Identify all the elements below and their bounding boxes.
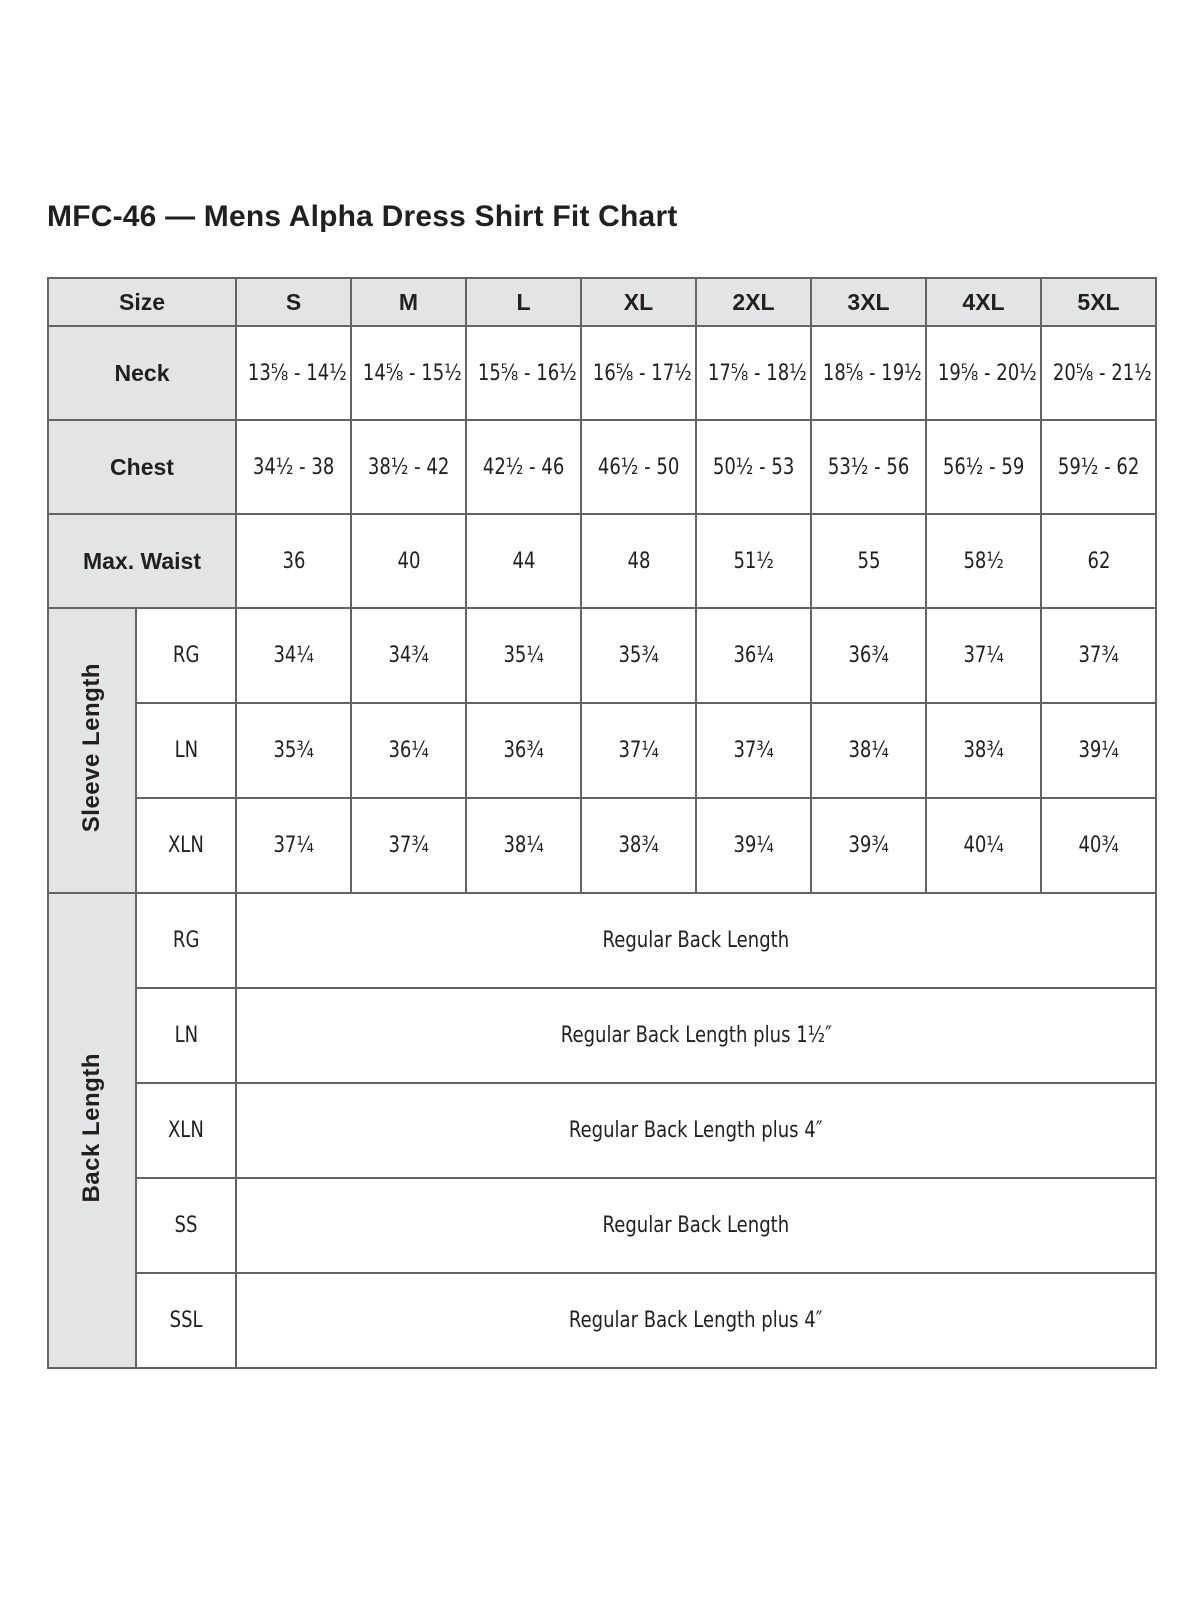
sleeve-cell [1041,703,1156,798]
cell-value: Regular Back Length plus 4″ [569,1308,823,1333]
chest-cell [351,420,466,514]
sleeve-cell [696,608,811,703]
chest-row-label: Chest [48,420,236,514]
chest-cell [811,420,926,514]
neck-row [48,326,1156,420]
cell-value: 35¼ [503,643,544,668]
sleeve-cell [466,608,581,703]
sleeve-cell [581,798,696,893]
cell-value: 36¼ [388,738,429,763]
sleeve-cell [581,703,696,798]
neck-cell [1041,326,1156,420]
chest-row [48,420,1156,514]
size-col-3xl: 3XL [811,278,926,326]
neck-cell [811,326,926,420]
sleeve-length-section-label [48,608,136,893]
sleeve-cell [236,798,351,893]
cell-value: 36¼ [733,643,774,668]
size-col-s: S [236,278,351,326]
size-col-l: L [466,278,581,326]
cell-value: 44 [512,548,535,574]
sleeve-cell [466,703,581,798]
sleeve-cell [351,798,466,893]
neck-cell [926,326,1041,420]
back-rg-row [48,893,1156,988]
neck-cell [236,326,351,420]
back-code-xln [136,1083,236,1178]
sleeve-cell [581,608,696,703]
fit-chart-table [47,277,1157,1369]
size-col-5xl: 5XL [1041,278,1156,326]
cell-value: 58½ [963,548,1004,574]
cell-value: 55 [857,548,880,574]
sleeve-cell [811,608,926,703]
sleeve-code-ln [136,703,236,798]
sleeve-cell [811,798,926,893]
max-waist-row-label: Max. Waist [48,514,236,608]
neck-cell [581,326,696,420]
chest-cell [581,420,696,514]
cell-value: 38¼ [848,738,889,763]
cell-value: 34½ - 38 [252,454,335,480]
sleeve-xln-row [48,798,1156,893]
cell-value: 38¾ [963,738,1004,763]
cell-value: 34¼ [273,643,314,668]
cell-value: 59½ - 62 [1057,454,1140,480]
sleeve-cell [351,703,466,798]
sleeve-cell [696,703,811,798]
cell-value: 38¾ [618,833,659,858]
back-value-cell [236,988,1156,1083]
neck-row-label: Neck [48,326,236,420]
cell-value: 40¾ [1078,833,1119,858]
max-waist-cell [926,514,1041,608]
sleeve-cell [926,703,1041,798]
row-code: RG [172,643,200,668]
size-col-m: M [351,278,466,326]
cell-value: 62 [1087,548,1110,574]
chest-cell [236,420,351,514]
back-code-ln [136,988,236,1083]
header-row [48,278,1156,326]
back-code-ss [136,1178,236,1273]
cell-value: 35¾ [273,738,314,763]
back-xln-row [48,1083,1156,1178]
cell-value: 48 [627,548,650,574]
sleeve-code-rg [136,608,236,703]
back-code-ssl [136,1273,236,1368]
back-length-label-text: Back Length [78,1053,105,1203]
cell-value: 50½ - 53 [712,454,795,480]
cell-value: 40¼ [963,833,1004,858]
chest-cell [926,420,1041,514]
sleeve-cell [236,608,351,703]
cell-value: 56½ - 59 [942,454,1025,480]
row-code: LN [174,1023,198,1048]
sleeve-cell [466,798,581,893]
cell-value: 37¼ [273,833,314,858]
cell-value: Regular Back Length [602,1213,790,1238]
back-value-cell [236,1273,1156,1368]
cell-value: 39¼ [1078,738,1119,763]
cell-value: 34¾ [388,643,429,668]
cell-value: 37¾ [388,833,429,858]
max-waist-cell [1041,514,1156,608]
neck-cell [466,326,581,420]
cell-value: 40 [397,548,420,574]
row-code: SS [174,1213,198,1238]
cell-value: 17⅝ - 18½ [707,360,807,386]
sleeve-ln-row [48,703,1156,798]
cell-value: Regular Back Length plus 1½″ [560,1023,832,1048]
cell-value: 35¾ [618,643,659,668]
cell-value: 16⅝ - 17½ [592,360,692,386]
max-waist-cell [696,514,811,608]
cell-value: 51½ [733,548,774,574]
cell-value: 46½ - 50 [597,454,680,480]
back-ss-row [48,1178,1156,1273]
sleeve-code-xln [136,798,236,893]
cell-value: 38½ - 42 [367,454,450,480]
cell-value: 14⅝ - 15½ [362,360,462,386]
back-ssl-row [48,1273,1156,1368]
back-ln-row [48,988,1156,1083]
row-code: SSL [169,1308,203,1333]
sleeve-rg-row [48,608,1156,703]
cell-value: 42½ - 46 [482,454,565,480]
chest-cell [1041,420,1156,514]
cell-value: 37¼ [618,738,659,763]
chest-cell [466,420,581,514]
size-col-4xl: 4XL [926,278,1041,326]
cell-value: 37¾ [1078,643,1119,668]
cell-value: Regular Back Length plus 4″ [569,1118,823,1143]
sleeve-cell [1041,608,1156,703]
max-waist-cell [466,514,581,608]
sleeve-cell [696,798,811,893]
size-col-xl: XL [581,278,696,326]
size-corner-cell: Size [48,278,236,326]
row-code: XLN [168,1118,204,1143]
neck-cell [351,326,466,420]
cell-value: 19⅝ - 20½ [937,360,1037,386]
cell-value: 36 [282,548,305,574]
sleeve-cell [236,703,351,798]
row-code: RG [172,928,200,953]
back-length-section-label [48,893,136,1368]
sleeve-cell [811,703,926,798]
max-waist-cell [581,514,696,608]
cell-value: 39¼ [733,833,774,858]
back-value-cell [236,1083,1156,1178]
chest-cell [696,420,811,514]
cell-value: 39¾ [848,833,889,858]
back-code-rg [136,893,236,988]
sleeve-cell [926,608,1041,703]
cell-value: 15⅝ - 16½ [477,360,577,386]
cell-value: 36¾ [848,643,889,668]
sleeve-cell [1041,798,1156,893]
cell-value: 37¼ [963,643,1004,668]
max-waist-row [48,514,1156,608]
back-value-cell [236,1178,1156,1273]
cell-value: 37¾ [733,738,774,763]
max-waist-cell [811,514,926,608]
cell-value: 13⅝ - 14½ [247,360,347,386]
sleeve-cell [351,608,466,703]
cell-value: 38¼ [503,833,544,858]
cell-value: 18⅝ - 19½ [822,360,922,386]
neck-cell [696,326,811,420]
sleeve-cell [926,798,1041,893]
sleeve-length-label-text: Sleeve Length [78,663,105,833]
row-code: XLN [168,833,204,858]
cell-value: Regular Back Length [602,928,790,953]
cell-value: 53½ - 56 [827,454,910,480]
page-title: MFC-46 — Mens Alpha Dress Shirt Fit Chart [47,200,678,233]
cell-value: 20⅝ - 21½ [1052,360,1152,386]
max-waist-cell [351,514,466,608]
row-code: LN [174,738,198,763]
back-value-cell [236,893,1156,988]
max-waist-cell [236,514,351,608]
cell-value: 36¾ [503,738,544,763]
size-col-2xl: 2XL [696,278,811,326]
